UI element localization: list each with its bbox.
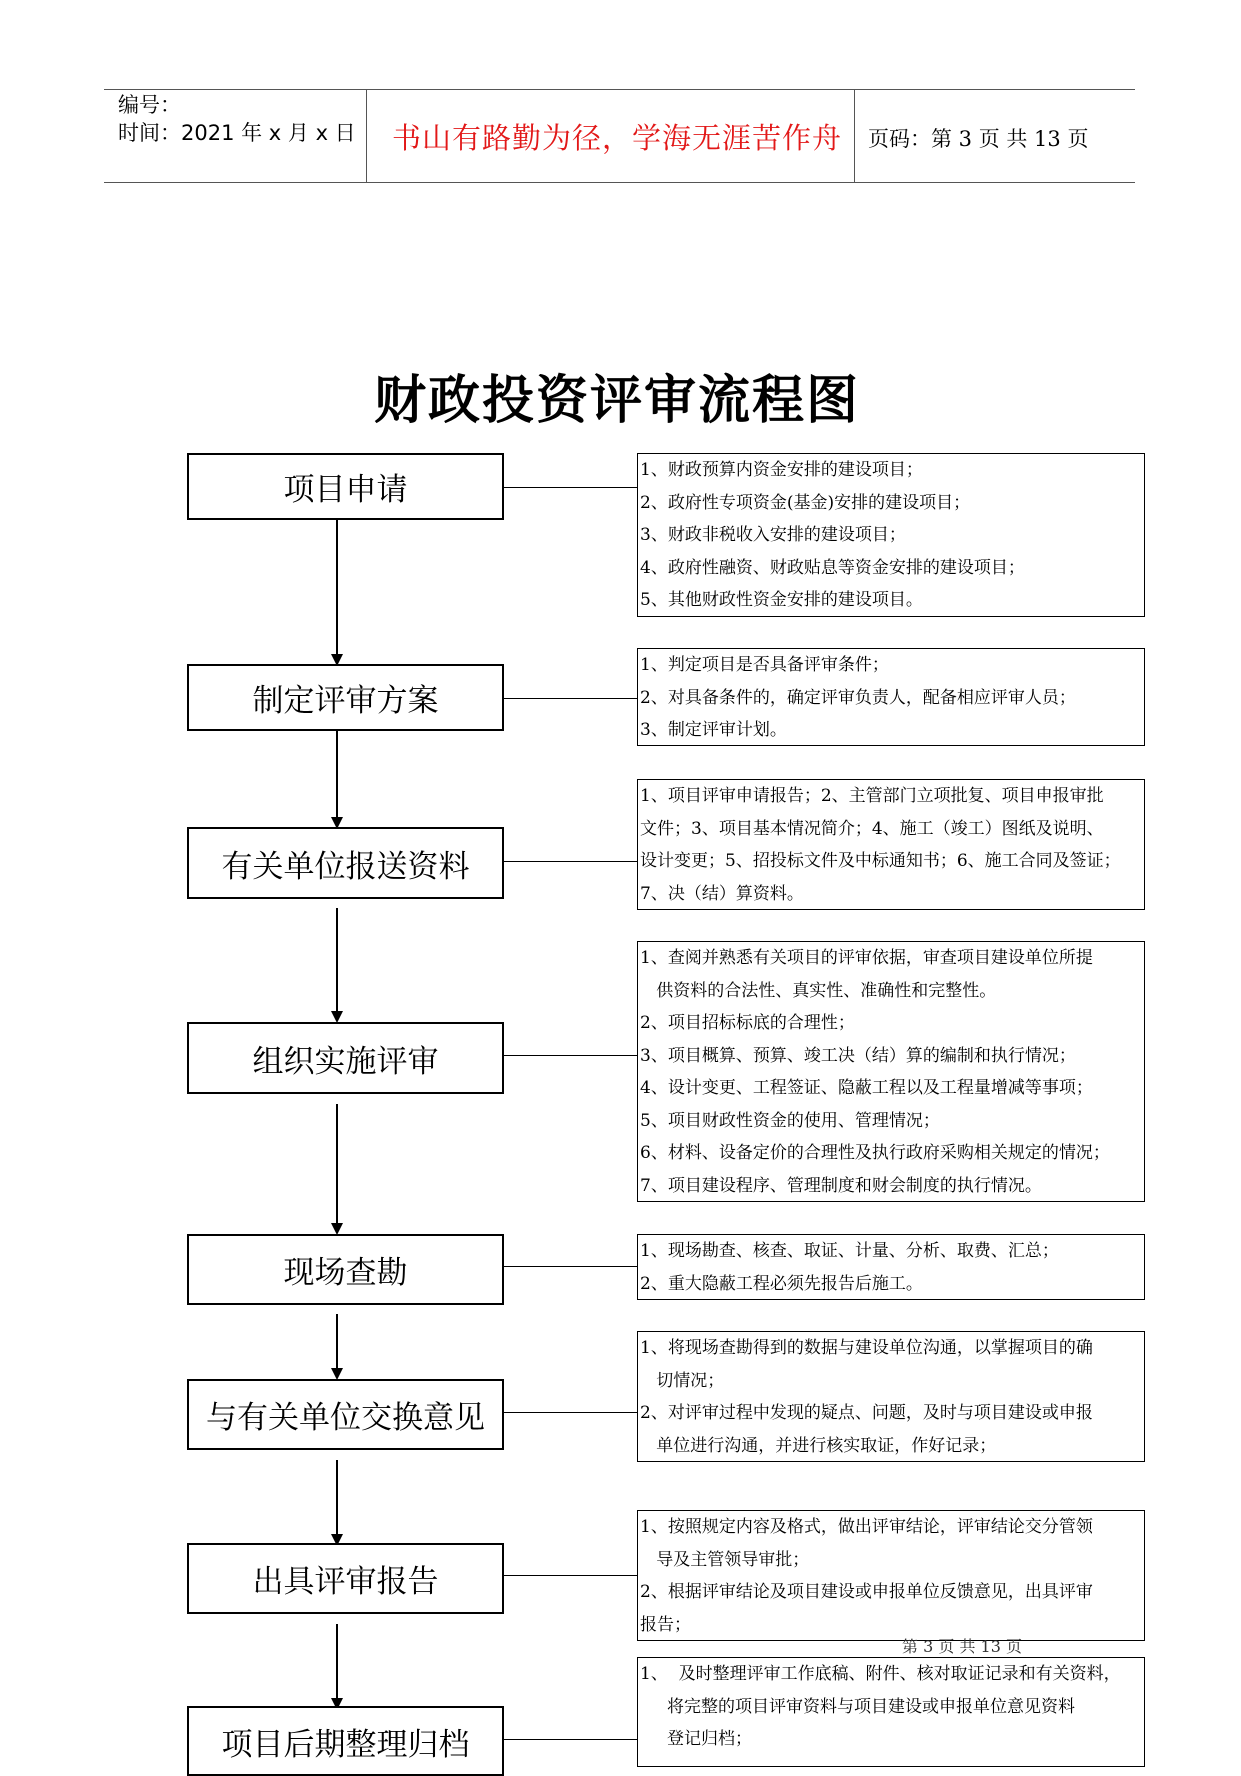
detail-box-application — [637, 453, 1145, 617]
flow-line-5 — [336, 1314, 338, 1369]
detail-item: 3、制定评审计划。 — [640, 720, 787, 740]
detail-item: 1、 及时整理评审工作底稿、附件、核对取证记录和有关资料， — [640, 1664, 1121, 1684]
flow-line-1 — [336, 520, 338, 655]
detail-box-review-plan — [637, 648, 1145, 746]
detail-item: 1、按照规定内容及格式，做出评审结论，评审结论交分管领 — [640, 1517, 1093, 1537]
connector-1 — [504, 487, 637, 488]
header-time: 时间：2021 年 x 月 x 日 — [118, 121, 356, 145]
footer-page-number: 第 3 页 共 13 页 — [902, 1637, 1022, 1656]
flow-line-7 — [336, 1624, 338, 1699]
flow-line-3 — [336, 908, 338, 1012]
detail-box-archive — [637, 1657, 1145, 1767]
detail-item: 2、政府性专项资金(基金)安排的建设项目； — [640, 492, 971, 513]
step-review-plan: 制定评审方案 — [187, 664, 504, 731]
step-issue-report: 出具评审报告 — [187, 1543, 504, 1614]
step-site-inspection: 现场查勘 — [187, 1234, 504, 1305]
detail-item: 切情况； — [640, 1370, 725, 1391]
detail-item: 6、材料、设备定价的合理性及执行政府采购相关规定的情况； — [640, 1143, 1110, 1163]
header-divider-left — [366, 89, 367, 183]
detail-item: 设计变更；5、招投标文件及中标通知书；6、施工合同及签证； — [640, 851, 1121, 871]
detail-item: 2、根据评审结论及项目建设或申报单位反馈意见，出具评审 — [640, 1582, 1093, 1602]
step-submit-materials: 有关单位报送资料 — [187, 827, 504, 899]
detail-box-exchange-opinions — [637, 1331, 1145, 1462]
connector-6 — [504, 1412, 637, 1413]
connector-4 — [504, 1055, 637, 1056]
detail-box-issue-report — [637, 1510, 1145, 1641]
detail-item: 1、将现场查勘得到的数据与建设单位沟通，以掌握项目的确 — [640, 1338, 1093, 1358]
detail-box-conduct-review — [637, 941, 1145, 1202]
detail-item: 2、项目招标标底的合理性； — [640, 1013, 855, 1033]
detail-box-site-inspection — [637, 1234, 1145, 1300]
detail-item: 7、项目建设程序、管理制度和财会制度的执行情况。 — [640, 1175, 1042, 1196]
detail-item: 5、项目财政性资金的使用、管理情况； — [640, 1110, 940, 1131]
detail-item: 导及主管领导审批； — [640, 1549, 810, 1570]
detail-item: 2、对具备条件的，确定评审负责人，配备相应评审人员； — [640, 687, 1076, 708]
flow-line-6 — [336, 1460, 338, 1535]
step-exchange-opinions: 与有关单位交换意见 — [187, 1379, 504, 1450]
header-page-number: 页码：第 3 页 共 13 页 — [868, 127, 1089, 151]
detail-item: 报告； — [640, 1614, 691, 1635]
detail-item: 2、重大隐蔽工程必须先报告后施工。 — [640, 1273, 923, 1294]
detail-item: 5、其他财政性资金安排的建设项目。 — [640, 590, 923, 610]
detail-item: 1、现场勘查、核查、取证、计量、分析、取费、汇总； — [640, 1241, 1059, 1261]
connector-8 — [504, 1739, 637, 1740]
flow-line-4 — [336, 1104, 338, 1224]
step-project-application: 项目申请 — [187, 453, 504, 520]
detail-item: 1、项目评审申请报告；2、主管部门立项批复、项目申报审批 — [640, 786, 1104, 806]
connector-7 — [504, 1575, 637, 1576]
detail-item: 将完整的项目评审资料与项目建设或申报单位意见资料 — [640, 1696, 1076, 1717]
detail-item: 3、项目概算、预算、竣工决（结）算的编制和执行情况； — [640, 1045, 1076, 1066]
step-archive: 项目后期整理归档 — [187, 1706, 504, 1776]
header-motto: 书山有路勤为径，学海无涯苦作舟 — [392, 121, 843, 155]
page-title: 财政投资评审流程图 — [374, 371, 861, 431]
detail-item: 4、设计变更、工程签证、隐蔽工程以及工程量增减等事项； — [640, 1078, 1093, 1098]
connector-5 — [504, 1266, 637, 1267]
detail-item: 1、财政预算内资金安排的建设项目； — [640, 460, 923, 480]
detail-box-submit-materials — [637, 779, 1145, 910]
header-divider-right — [854, 89, 855, 183]
detail-item: 7、决（结）算资料。 — [640, 883, 804, 904]
header-top-rule — [104, 89, 1135, 90]
detail-item: 2、对评审过程中发现的疑点、问题，及时与项目建设或申报 — [640, 1403, 1093, 1423]
detail-item: 4、政府性融资、财政贴息等资金安排的建设项目； — [640, 557, 1025, 578]
step-conduct-review: 组织实施评审 — [187, 1022, 504, 1094]
detail-item: 供资料的合法性、真实性、准确性和完整性。 — [640, 980, 997, 1001]
flow-line-2 — [336, 730, 338, 818]
detail-item: 3、财政非税收入安排的建设项目； — [640, 525, 906, 545]
detail-item: 单位进行沟通，并进行核实取证，作好记录； — [640, 1435, 997, 1456]
connector-2 — [504, 698, 637, 699]
connector-3 — [504, 861, 637, 862]
header-bottom-rule — [104, 182, 1135, 183]
header-number: 编号： — [118, 93, 181, 117]
detail-item: 文件；3、项目基本情况简介；4、施工（竣工）图纸及说明、 — [640, 818, 1104, 839]
detail-item: 1、查阅并熟悉有关项目的评审依据，审查项目建设单位所提 — [640, 948, 1093, 968]
detail-item: 1、判定项目是否具备评审条件； — [640, 655, 889, 675]
detail-item: 登记归档； — [640, 1729, 753, 1749]
